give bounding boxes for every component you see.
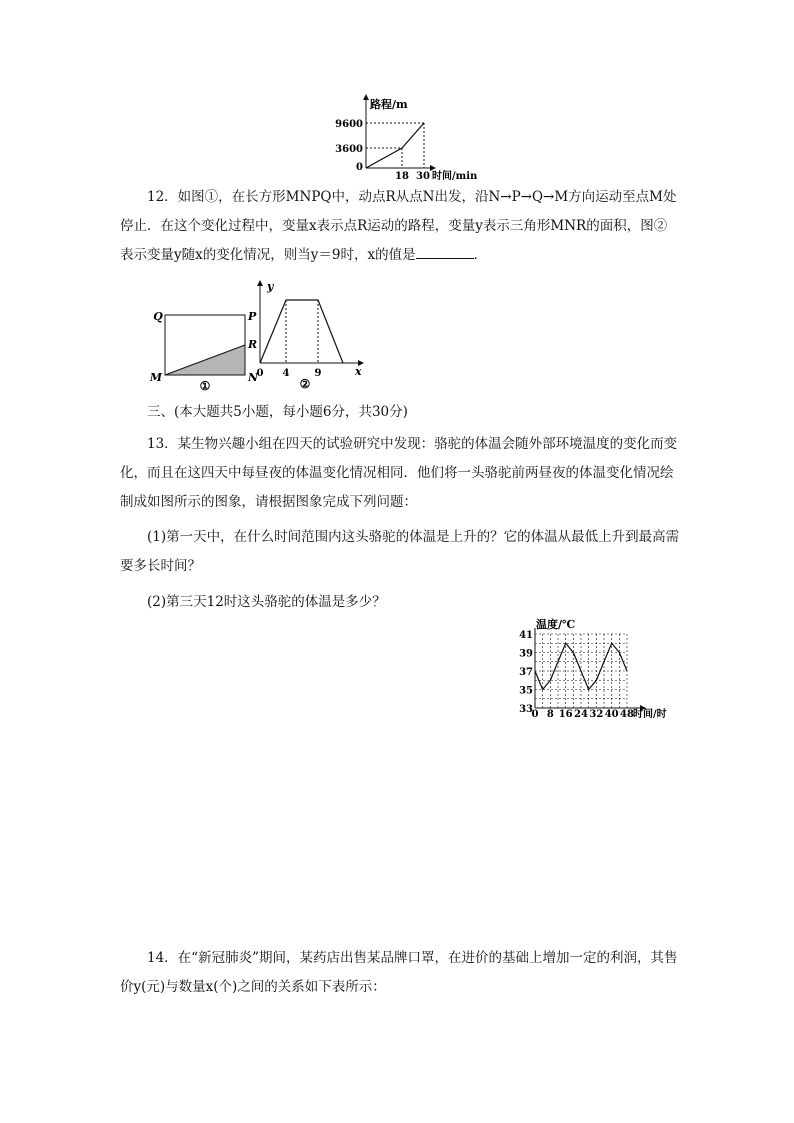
y-tick-label: 35 — [519, 685, 533, 697]
x-tick-label: 40 — [604, 709, 619, 720]
chart-y-label: 温度/℃ — [536, 618, 576, 631]
x-tick-label: 48 — [620, 709, 634, 720]
point-m: M — [150, 371, 163, 384]
figure-2-label: ② — [299, 377, 311, 391]
point-p: P — [248, 310, 257, 323]
x-axis-letter: x — [355, 365, 362, 378]
x-tick-label: 8 — [546, 709, 554, 720]
y-axis-label: 路程/m — [370, 98, 408, 111]
x-tick-label: 0 — [531, 709, 539, 720]
point-r: R — [248, 338, 258, 351]
x-tick-30: 30 — [416, 171, 430, 182]
y-axis-letter: y — [267, 280, 274, 293]
y-tick-3600: 3600 — [335, 144, 363, 155]
x-tick-label: 16 — [558, 709, 573, 720]
x-tick-18: 18 — [395, 171, 409, 182]
question-13-part-1: (1)第一天中，在什么时间范围内这头骆驼的体温是上升的？它的体温从最低上升到最高需要多长时间？ — [120, 529, 680, 574]
triangle-mnr — [165, 345, 245, 375]
section-heading: 三、(本大题共5小题，每小题6分，共30分) — [147, 404, 408, 420]
chart-x-label: 时间/时 — [633, 709, 667, 720]
y-tick-label: 33 — [519, 704, 533, 715]
answer-blank — [416, 246, 474, 259]
x-tick-4: 4 — [282, 368, 290, 379]
origin-label: 0 — [356, 162, 363, 173]
question-12: 12．如图①，在长方形MNPQ中，动点R从点N出发，沿N→P→Q→M方向运动至点M处停止．在这个变化过程中，变量x表示点R运动的路程，变量y表示三角形MNR的面积，图②表示变量y随x的变化情况，则当y＝9时，x的值是 ． — [120, 189, 677, 263]
distance-time-graph — [330, 88, 510, 182]
temperature-chart — [505, 614, 690, 722]
y-tick-label: 37 — [519, 667, 533, 678]
distance-line — [366, 123, 424, 168]
y-tick-9600: 9600 — [335, 119, 363, 130]
x-tick-label: 24 — [574, 709, 588, 720]
x-tick-label: 32 — [589, 709, 604, 720]
question-14: 14．在“新冠肺炎”期间，某药店出售某品牌口罩，在进价的基础上增加一定的利润，其售价y(元)与数量x(个)之间的关系如下表所示： — [120, 950, 678, 995]
area-graph-line — [260, 300, 343, 363]
figure-2-diagrams — [150, 280, 370, 392]
x-tick-0: 0 — [256, 368, 264, 379]
question-12-text: 12．如图①，在长方形MNPQ中，动点R从点N出发，沿N→P→Q→M方向运动至点M处停止．在这个变化过程中，变量x表示点R运动的路程，变量y表示三角形MNR的面积，图②表示变量y随x的变化情况，则当y＝9时，x的值是 — [120, 189, 677, 263]
point-q: Q — [153, 310, 163, 323]
x-axis-label: 时间/min — [432, 171, 478, 182]
point-n: N — [248, 371, 259, 384]
y-tick-label: 39 — [519, 648, 533, 660]
y-tick-label: 41 — [519, 630, 533, 641]
question-13-intro: 13．某生物兴趣小组在四天的试验研究中发现：骆驼的体温会随外部环境温度的变化而变化，而且在这四天中每昼夜的体温变化情况相同．他们将一头骆驼前两昼夜的体温变化情况绘制成如图所示的图象，请根据图象完成下列问题： — [120, 436, 678, 510]
question-13-part-2: (2)第三天12时这头骆驼的体温是多少？ — [147, 594, 386, 610]
figure-1-label: ① — [199, 379, 211, 392]
x-tick-9: 9 — [314, 368, 322, 379]
